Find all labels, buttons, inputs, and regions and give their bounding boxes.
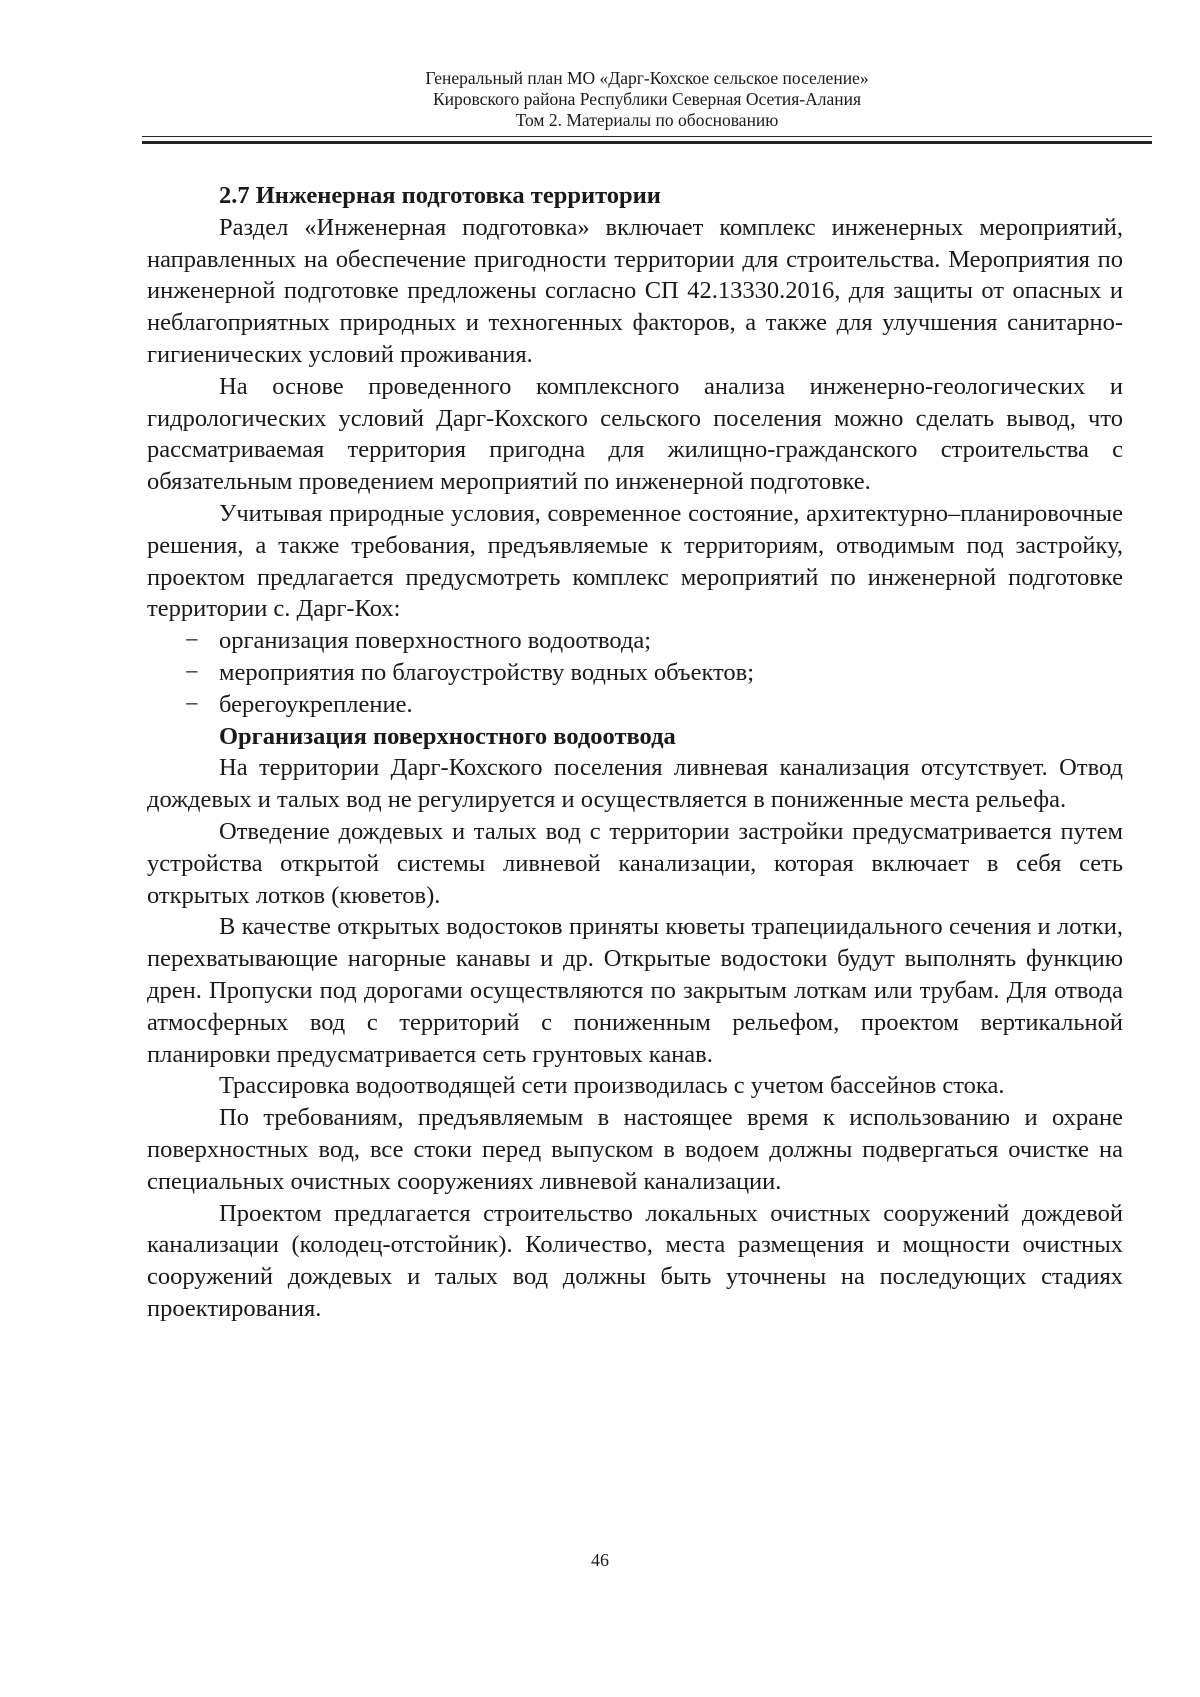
list-item bbox=[147, 657, 1123, 689]
section-title: 2.7 Инженерная подготовка территории bbox=[219, 182, 661, 209]
list-item bbox=[147, 689, 1123, 721]
header-rule-thick bbox=[142, 141, 1152, 144]
paragraph: На основе проведенного комплексного анализа инженерно-геологических и гидрологических условий Дарг-Кохского сельского поселения можно сделать вывод, что рассматриваемая территория пригодна для жилищно-гражданского строительства с обязательным проведением мероприятий по инженерной подготовке. bbox=[147, 372, 1123, 496]
paragraph: Трассировка водоотводящей сети производилась с учетом бассейнов стока. bbox=[219, 1072, 1005, 1100]
list-dash: − bbox=[185, 690, 199, 718]
subsection-title: Организация поверхностного водоотвода bbox=[219, 722, 676, 750]
list-item bbox=[147, 625, 1123, 657]
list-item-text: берегоукрепление. bbox=[219, 690, 413, 718]
header-line-2: Кировского района Республики Северная Осетия-Алания bbox=[432, 89, 862, 109]
paragraph: По требованиям, предъявляемым в настоящее время к использованию и охране поверхностных вод, все стоки перед выпуском в водоем должны подвергаться очистке на специальных очистных сооружениях ливневой канализации. bbox=[147, 1104, 1123, 1195]
list-item-text: организация поверхностного водоотвода; bbox=[219, 627, 652, 655]
header-line-3: Том 2. Материалы по обоснованию bbox=[515, 110, 779, 130]
header-rule-thin bbox=[142, 136, 1152, 137]
paragraph: Проектом предлагается строительство локальных очистных сооружений дождевой канализации (колодец-отстойник). Количество, места размещения и мощности очистных сооружений дождевых и талых вод должны быть уточнены на последующих стадиях проектирования. bbox=[147, 1199, 1123, 1322]
list-dash: − bbox=[185, 627, 199, 655]
paragraph: Учитывая природные условия, современное состояние, архитектурно–планировочные решения, а также требования, предъявляемые к территориям, отводимым под застройку, проектом предлагается предусмотреть комплекс мероприятий по инженерной подготовке территории с. Дарг-Кох: bbox=[147, 499, 1123, 623]
paragraph: Раздел «Инженерная подготовка» включает комплекс инженерных мероприятий, направленных на обеспечение пригодности территории для строительства. Мероприятия по инженерной подготовке предложены согласно СП 42.13330.2016, для защиты от опасных и неблагоприятных природных и техногенных факторов, а также для улучшения санитарно-гигиенических условий проживания. bbox=[147, 213, 1123, 368]
page-number: 46 bbox=[591, 1550, 609, 1570]
list-item-text: мероприятия по благоустройству водных объектов; bbox=[219, 658, 755, 686]
paragraph: Отведение дождевых и талых вод с территории застройки предусматривается путем устройства открытой системы ливневой канализации, которая включает в себя сеть открытых лотков (кюветов). bbox=[147, 817, 1123, 909]
paragraph: В качестве открытых водостоков приняты кюветы трапециидального сечения и лотки, перехватывающие нагорные канавы и др. Открытые водостоки будут выполнять функцию дрен. Пропуски под дорогами осуществляются по закрытым лоткам или трубам. Для отвода атмосферных вод с территорий с пониженным рельефом, проектом вертикальной планировки предусматривается сеть грунтовых канав. bbox=[147, 913, 1123, 1068]
page-body bbox=[147, 180, 1123, 1325]
list-dash: − bbox=[185, 658, 199, 686]
header-line-1: Генеральный план МО «Дарг-Кохское сельское поселение» bbox=[425, 68, 869, 88]
paragraph: На территории Дарг-Кохского поселения ливневая канализация отсутствует. Отвод дождевых и талых вод не регулируется и осуществляется в пониженные места рельефа. bbox=[147, 754, 1123, 814]
page-header bbox=[142, 68, 1152, 131]
